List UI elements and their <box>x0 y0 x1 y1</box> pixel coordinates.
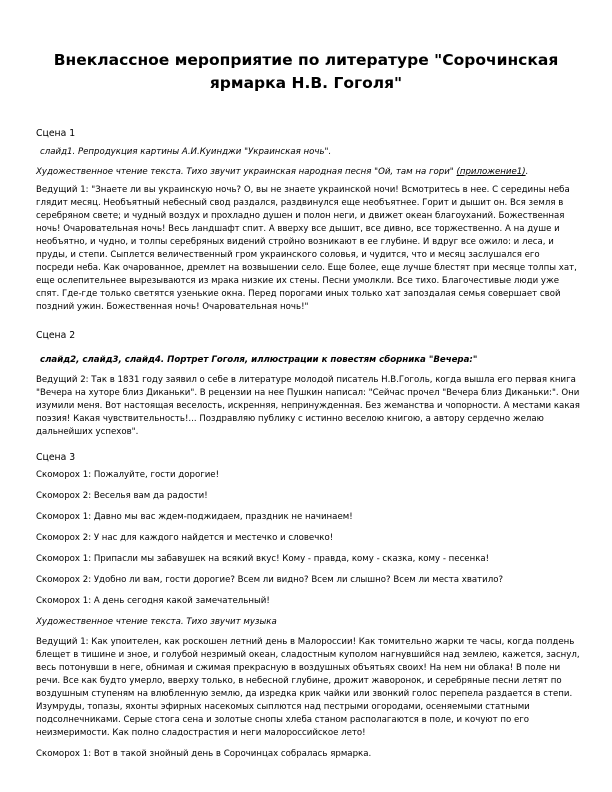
scene-1-slide-note: слайд1. Репродукция картины А.И.Куинджи "Украинская ночь". <box>40 147 332 157</box>
scene-3-line: Скоморох 1: Давно мы вас ждем-поджидаем, праздник не начинаем! <box>36 512 353 522</box>
scene-3-line: Скоморох 2: Удобно ли вам, гости дорогие? Всем ли видно? Всем ли слышно? Всем ли места хватило? <box>36 575 504 585</box>
scene-3-reading-note: Художественное чтение текста. Тихо звучит музыка <box>36 617 277 627</box>
title-line-2: ярмарка Н.В. Гоголя" <box>209 74 403 92</box>
title-line-1: Внеклассное мероприятие по литературе "Сорочинская <box>53 51 559 69</box>
scene-1-heading: Сцена 1 <box>36 128 76 139</box>
scene-3-line: Скоморох 1: Припасли мы забавушек на всякий вкус! Кому - правда, кому - сказка, кому - песенка! <box>36 554 490 564</box>
scene-3-last-line: Скоморох 1: Вот в такой знойный день в Сорочинцах собралась ярмарка. <box>36 749 372 759</box>
scene-1-host-text: Ведущий 1: "Знаете ли вы украинскую ночь? О, вы не знаете украинской ночи! Всмотритесь в нее. С середины неба глядит месяц. Необъятный небесный свод раздался, раздвинулся еще необъятнее. Горит и дышит он. Вся земля в серебряном свете; и чудный воздух и прохладно душен и полон неги, и движет океан благоуханий. Божественная ночь! Очаровательная ночь! Весь ландшафт спит. А вверху все дышит, все дивно, все торжественно. А на душе и необъятно, и чудно, и толпы серебряных видений стройно возникают в ее глубине. И вдруг все ожило: и леса, и пруды, и степи. Сыплется величественный гром украинского соловья, и чудится, что и месяц заслушался его посреди неба. Как очарованное, дремлет на возвышении село. Еще более, еще лучше блестят при месяце толпы хат, еще ослепительнее вырезываются из мрака низкие их стены. Песни умолкли. Все тихо. Благочестивые люди уже спят. Где-где только светятся узенькие окна. Перед порогами иных только хат запоздалая семья совершает свой поздний ужин. Божественная ночь! Очаровательная ночь!" <box>36 185 577 312</box>
document-title <box>20 49 592 95</box>
scene-1-reading-tail: . <box>525 167 529 177</box>
document-body <box>36 127 580 761</box>
scene-3-line: Скоморох 2: Веселья вам да радости! <box>36 491 208 501</box>
scene-1-reading-note <box>36 166 580 179</box>
scene-3-line: Скоморох 2: У нас для каждого найдется и местечко и словечко! <box>36 533 334 543</box>
scene-2-host-text: Ведущий 2: Так в 1831 году заявил о себе в литературе молодой писатель Н.В.Гоголь, когда вышла его первая книга "Вечера на хуторе близ Диканьки". В рецензии на нее Пушкин написал: "Сейчас прочел "Вечера близ Диканьки:". Они изумили меня. Вот настоящая веселость, искренняя, непринужденная. Без жеманства и чопорности. А местами какая поэзия! Какая чувствительность!... Поздравляю публику с истинно веселою книгою, а автору сердечно желаю дальнейших успехов". <box>36 375 580 437</box>
scene-2-slides-note: слайд2, слайд3, слайд4. Портрет Гоголя, иллюстрации к повестям сборника "Вечера:" <box>40 355 478 365</box>
scene-3-heading: Сцена 3 <box>36 452 76 463</box>
scene-3-line: Скоморох 1: А день сегодня какой замечательный! <box>36 596 270 606</box>
appendix-1-link[interactable]: (приложение1) <box>456 167 526 177</box>
scene-2-heading: Сцена 2 <box>36 330 76 341</box>
scene-1-reading-text: Художественное чтение текста. Тихо звучит украинская народная песня "Ой, там на гори" <box>36 167 457 177</box>
scene-3-line: Скоморох 1: Пожалуйте, гости дорогие! <box>36 470 220 480</box>
scene-3-host-text: Ведущий 1: Как упоителен, как роскошен летний день в Малороссии! Как томительно жарки те часы, когда полдень блещет в тишине и зное, и голубой незримый океан, сладостным куполом нагнувшийся над землею, кажется, заснул, весь потонувши в неге, обнимая и сжимая прекрасную в воздушных объятьях своих! На нем ни облака! В поле ни речи. Все как будто умерло, вверху только, в небесной глубине, дрожит жаворонок, и серебряные песни летят по воздушным ступеням на влюбленную землю, да изредка крик чайки или звонкий голос перепела раздается в степи. Изумруды, топазы, яхонты эфирных насекомых сыплются над пестрыми огородами, осеняемыми статными подсолнечниками. Серые стога сена и золотые снопы хлеба станом располагаются в поле, и кочуют по его неизмеримости. Как полно сладострастия и неги малороссийское лето! <box>36 637 580 738</box>
